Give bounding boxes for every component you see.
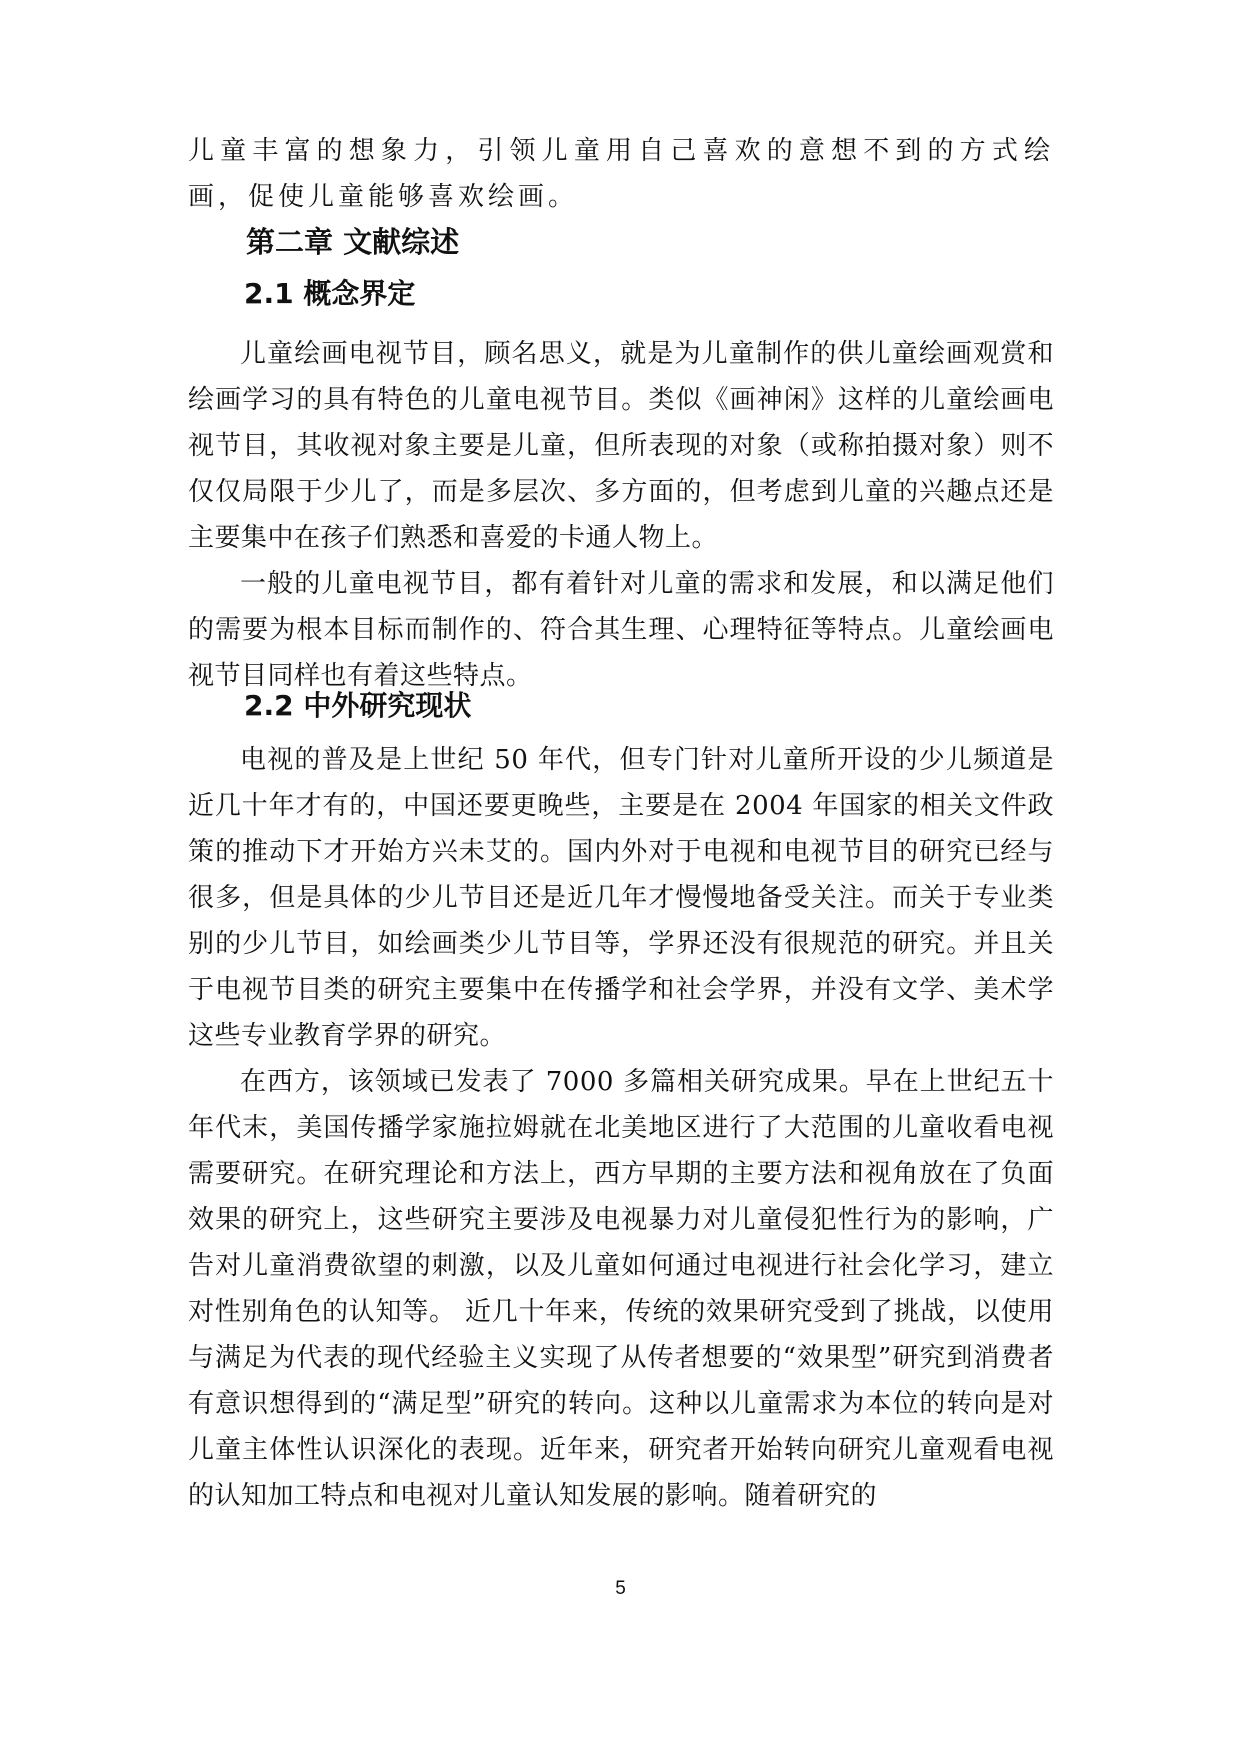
paragraph-western-research: 在西方，该领域已发表了 7000 多篇相关研究成果。早在上世纪五十年代末，美国传播学家施拉姆就在北美地区进行了大范围的儿童收看电视需要研究。在研究理论和方法上，西方早期的主要方法和视角放在了负面效果的研究上，这些研究主要涉及电视暴力对儿童侵犯性行为的影响，广告对儿童消费欲望的刺激，以及儿童如何通过电视进行社会化学习，建立对性别角色的认知等。 近几十年来，传统的效果研究受到了挑战，以使用与满足为代表的现代经验主义实现了从传者想要的“效果型”研究到消费者有意识想得到的“满足型”研究的转向。这种以儿童需求为本位的转向是对儿童主体性认识深化的表现。近年来，研究者开始转向研究儿童观看电视的认知加工特点和电视对儿童认知发展的影响。随着研究的 bbox=[188, 1067, 1054, 1511]
continuation-block bbox=[188, 128, 1054, 220]
section-2-2-title: 2.2 中外研究现状 bbox=[244, 689, 472, 722]
page-number: 5 bbox=[615, 1578, 626, 1599]
paragraph-domestic-research: 电视的普及是上世纪 50 年代，但专门针对儿童所开设的少儿频道是近几十年才有的，中国还要更晚些，主要是在 2004 年国家的相关文件政策的推动下才开始方兴未艾的。国内外对于电视和电视节目的研究已经与很多，但是具体的少儿节目还是近几年才慢慢地备受关注。而关于专业类别的少儿节目，如绘画类少儿节目等，学界还没有很规范的研究。并且关于电视节目类的研究主要集中在传播学和社会学界，并没有文学、美术学这些专业教育学界的研究。 bbox=[188, 745, 1054, 1051]
paragraph-characteristics: 一般的儿童电视节目，都有着针对儿童的需求和发展，和以满足他们的需要为根本目标而制作的、符合其生理、心理特征等特点。儿童绘画电视节目同样也有着这些特点。 bbox=[188, 569, 1054, 691]
section-2-1-title: 2.1 概念界定 bbox=[244, 277, 416, 310]
paragraph-definition: 儿童绘画电视节目，顾名思义，就是为儿童制作的供儿童绘画观赏和绘画学习的具有特色的儿童电视节目。类似《画神闲》这样的儿童绘画电视节目，其收视对象主要是儿童，但所表现的对象（或称拍摄对象）则不仅仅局限于少儿了，而是多层次、多方面的，但考虑到儿童的兴趣点还是主要集中在孩子们熟悉和喜爱的卡通人物上。 bbox=[188, 339, 1054, 553]
section-2-1-body bbox=[188, 331, 1054, 699]
chapter-title: 第二章 文献综述 bbox=[246, 225, 460, 259]
continuation-paragraph: 儿童丰富的想象力，引领儿童用自己喜欢的意想不到的方式绘画，促使儿童能够喜欢绘画。 bbox=[188, 136, 1054, 212]
section-2-2-body bbox=[188, 737, 1054, 1519]
